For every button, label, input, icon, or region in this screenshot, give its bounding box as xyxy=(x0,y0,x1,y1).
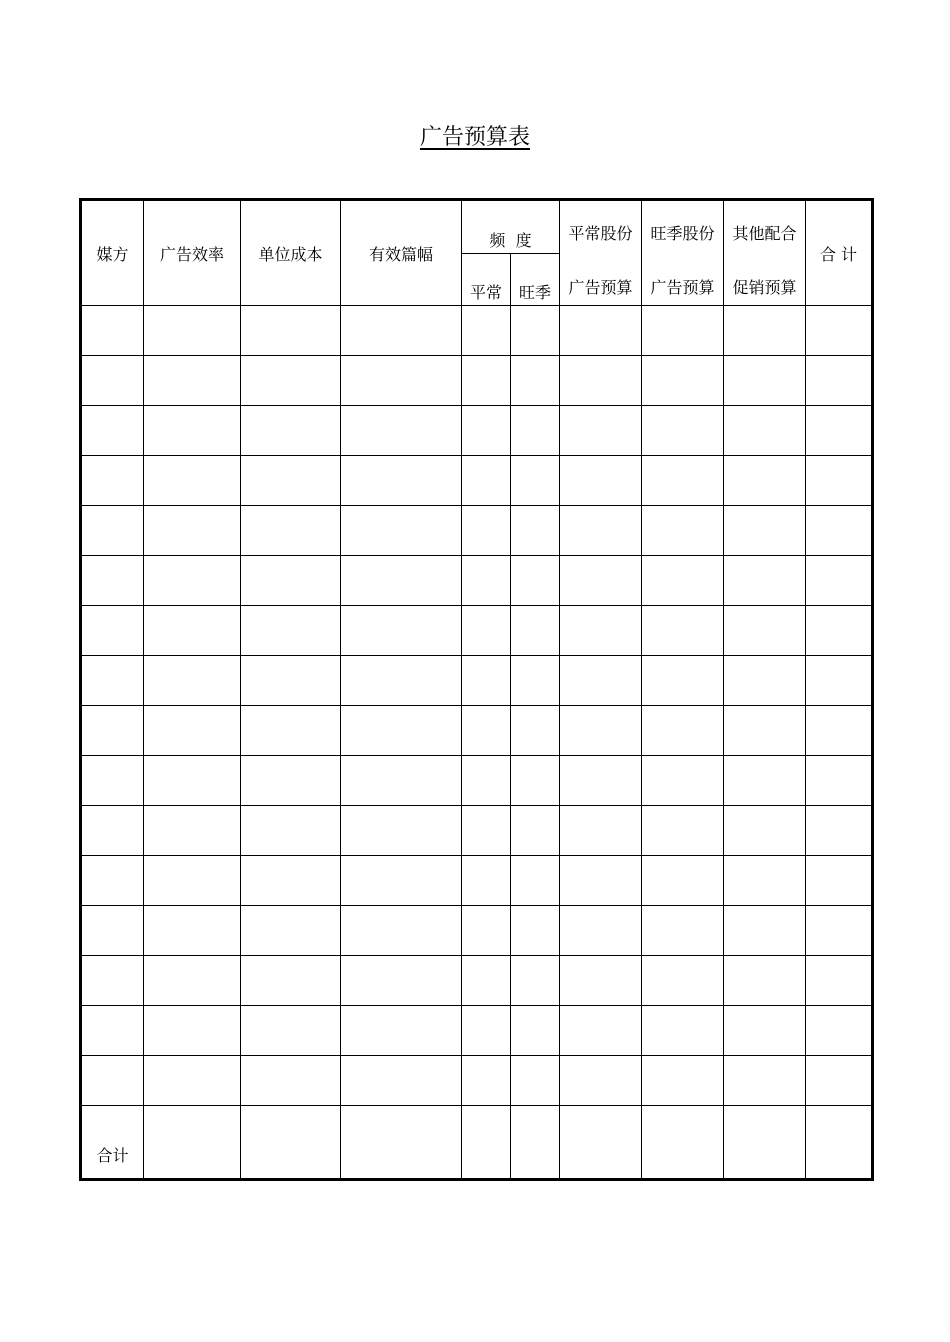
table-cell[interactable] xyxy=(511,1006,560,1056)
table-cell[interactable] xyxy=(81,456,144,506)
table-row xyxy=(81,806,873,856)
table-cell[interactable] xyxy=(806,856,873,906)
header-media: 媒方 xyxy=(81,200,144,306)
table-cell[interactable] xyxy=(462,406,511,456)
table-cell[interactable] xyxy=(806,756,873,806)
table-cell[interactable] xyxy=(341,1056,462,1106)
page-title-text: 广告预算表 xyxy=(419,125,530,150)
table-row xyxy=(81,506,873,556)
table-cell[interactable] xyxy=(560,506,642,556)
table-cell[interactable] xyxy=(642,506,724,556)
page-title xyxy=(0,123,950,153)
table-cell[interactable] xyxy=(144,1056,241,1106)
table-cell[interactable] xyxy=(642,1106,724,1180)
table-cell[interactable] xyxy=(642,406,724,456)
table-cell[interactable] xyxy=(806,356,873,406)
table-cell[interactable] xyxy=(724,556,806,606)
table-cell[interactable] xyxy=(341,556,462,606)
table-row xyxy=(81,356,873,406)
table-cell[interactable] xyxy=(144,756,241,806)
table-cell[interactable] xyxy=(462,606,511,656)
table-cell[interactable] xyxy=(241,1056,341,1106)
table-cell[interactable] xyxy=(560,1006,642,1056)
header-normal-share-line1: 平常股份 xyxy=(568,224,633,243)
header-frequency-normal: 平常 xyxy=(462,254,511,306)
table-cell[interactable] xyxy=(241,406,341,456)
table-row xyxy=(81,456,873,506)
table-cell[interactable] xyxy=(241,1106,341,1180)
total-row xyxy=(81,1106,873,1180)
table-cell[interactable] xyxy=(642,856,724,906)
header-peak-share-stack xyxy=(642,208,723,298)
table-row xyxy=(81,856,873,906)
table-cell[interactable] xyxy=(724,906,806,956)
table-cell[interactable] xyxy=(81,756,144,806)
table-cell[interactable] xyxy=(462,306,511,356)
table-cell[interactable] xyxy=(560,756,642,806)
table-cell[interactable] xyxy=(241,306,341,356)
table-cell[interactable] xyxy=(642,906,724,956)
table-cell[interactable] xyxy=(560,556,642,606)
table-cell[interactable] xyxy=(241,556,341,606)
table-cell[interactable] xyxy=(341,356,462,406)
table-cell[interactable] xyxy=(642,1056,724,1106)
table-row xyxy=(81,956,873,1006)
table-cell[interactable] xyxy=(144,406,241,456)
table-cell[interactable] xyxy=(462,506,511,556)
table-cell[interactable] xyxy=(341,1006,462,1056)
header-frequency-peak: 旺季 xyxy=(511,254,560,306)
table-cell[interactable] xyxy=(341,856,462,906)
table-cell[interactable] xyxy=(462,756,511,806)
table-cell[interactable] xyxy=(144,356,241,406)
table-cell[interactable] xyxy=(560,806,642,856)
table-cell[interactable] xyxy=(724,756,806,806)
table-cell[interactable] xyxy=(462,556,511,606)
table-cell[interactable] xyxy=(724,406,806,456)
table-cell[interactable] xyxy=(511,1106,560,1180)
table-cell[interactable] xyxy=(241,656,341,706)
table-cell[interactable] xyxy=(724,306,806,356)
table-cell[interactable] xyxy=(341,656,462,706)
header-peak-share-line1: 旺季股份 xyxy=(650,224,715,243)
header-other-promo-stack xyxy=(724,208,805,298)
table-cell[interactable] xyxy=(144,306,241,356)
table-cell[interactable] xyxy=(511,1056,560,1106)
table-cell[interactable] xyxy=(642,456,724,506)
table-cell[interactable] xyxy=(81,406,144,456)
table-cell[interactable] xyxy=(560,1106,642,1180)
table-cell[interactable] xyxy=(560,306,642,356)
table-cell[interactable] xyxy=(511,956,560,1006)
table-cell[interactable] xyxy=(241,806,341,856)
table-row xyxy=(81,1056,873,1106)
table-cell[interactable] xyxy=(806,906,873,956)
table-cell[interactable] xyxy=(642,806,724,856)
table-cell[interactable] xyxy=(806,706,873,756)
table-cell[interactable] xyxy=(81,806,144,856)
table-cell[interactable] xyxy=(560,356,642,406)
table-cell[interactable] xyxy=(144,806,241,856)
table-cell[interactable] xyxy=(241,1006,341,1056)
table-cell[interactable] xyxy=(724,656,806,706)
table-cell[interactable] xyxy=(81,1056,144,1106)
table-row xyxy=(81,1006,873,1056)
table-row xyxy=(81,656,873,706)
table-cell[interactable] xyxy=(511,706,560,756)
table-cell[interactable] xyxy=(642,356,724,406)
table-cell[interactable] xyxy=(81,856,144,906)
table-cell[interactable] xyxy=(81,656,144,706)
table-cell[interactable] xyxy=(511,606,560,656)
table-cell[interactable] xyxy=(81,706,144,756)
table-cell[interactable] xyxy=(511,806,560,856)
table-cell[interactable] xyxy=(144,906,241,956)
header-unit-cost: 单位成本 xyxy=(241,200,341,306)
table-cell[interactable] xyxy=(724,356,806,406)
header-peak-share-budget xyxy=(642,200,724,306)
table-cell[interactable] xyxy=(144,706,241,756)
table-cell[interactable] xyxy=(144,856,241,906)
table-cell[interactable] xyxy=(144,956,241,1006)
table-cell[interactable] xyxy=(241,506,341,556)
header-normal-share-line2: 广告预算 xyxy=(568,278,633,297)
table-cell[interactable] xyxy=(642,706,724,756)
table-cell[interactable] xyxy=(462,356,511,406)
table-row xyxy=(81,906,873,956)
table-cell[interactable] xyxy=(144,506,241,556)
table-cell[interactable] xyxy=(511,406,560,456)
table-cell[interactable] xyxy=(511,506,560,556)
table-cell[interactable] xyxy=(462,906,511,956)
table-cell[interactable] xyxy=(560,606,642,656)
table-cell[interactable] xyxy=(511,856,560,906)
table-cell[interactable] xyxy=(144,1106,241,1180)
table-cell[interactable] xyxy=(806,1056,873,1106)
table-cell[interactable] xyxy=(81,956,144,1006)
header-frequency-label: 频 度 xyxy=(489,231,532,250)
table-cell[interactable] xyxy=(241,356,341,406)
table-cell[interactable] xyxy=(241,956,341,1006)
header-normal-share-budget xyxy=(560,200,642,306)
header-effective-space: 有效篇幅 xyxy=(341,200,462,306)
table-cell[interactable] xyxy=(144,1006,241,1056)
table-cell[interactable] xyxy=(806,956,873,1006)
table-cell[interactable] xyxy=(511,906,560,956)
table-cell[interactable] xyxy=(724,1106,806,1180)
table-cell[interactable] xyxy=(81,506,144,556)
table-cell[interactable] xyxy=(724,1056,806,1106)
table-cell[interactable] xyxy=(241,456,341,506)
header-normal-share-stack xyxy=(560,208,641,298)
table-cell[interactable] xyxy=(642,756,724,806)
table-cell[interactable] xyxy=(724,856,806,906)
table-cell[interactable] xyxy=(241,856,341,906)
table-cell[interactable] xyxy=(462,1056,511,1106)
table-cell[interactable] xyxy=(511,656,560,706)
table-cell[interactable] xyxy=(724,806,806,856)
table-row xyxy=(81,606,873,656)
table-cell[interactable] xyxy=(241,906,341,956)
table-row xyxy=(81,556,873,606)
table-cell[interactable] xyxy=(724,506,806,556)
table-cell[interactable] xyxy=(642,606,724,656)
table-cell[interactable] xyxy=(462,706,511,756)
table-row xyxy=(81,406,873,456)
table-cell[interactable] xyxy=(806,606,873,656)
table-cell[interactable] xyxy=(806,506,873,556)
table-cell[interactable] xyxy=(341,906,462,956)
table-cell[interactable] xyxy=(806,1006,873,1056)
table-cell[interactable] xyxy=(560,706,642,756)
table-row xyxy=(81,706,873,756)
table-cell[interactable] xyxy=(462,1106,511,1180)
table-cell[interactable] xyxy=(806,656,873,706)
header-other-promo-line1: 其他配合 xyxy=(732,224,797,243)
table-cell[interactable] xyxy=(144,606,241,656)
table-cell[interactable] xyxy=(560,456,642,506)
table-cell[interactable] xyxy=(806,806,873,856)
table-cell[interactable] xyxy=(511,456,560,506)
table-cell[interactable] xyxy=(511,756,560,806)
table-cell[interactable] xyxy=(560,956,642,1006)
table-row xyxy=(81,756,873,806)
table-cell[interactable] xyxy=(511,556,560,606)
table-cell[interactable] xyxy=(341,306,462,356)
table-cell[interactable] xyxy=(724,956,806,1006)
table-cell[interactable] xyxy=(81,306,144,356)
table-cell[interactable] xyxy=(724,456,806,506)
table-cell[interactable] xyxy=(462,856,511,906)
header-efficiency: 广告效率 xyxy=(144,200,241,306)
table-cell[interactable] xyxy=(806,1106,873,1180)
table-cell[interactable] xyxy=(642,956,724,1006)
header-other-promo-budget xyxy=(724,200,806,306)
table-cell[interactable] xyxy=(560,656,642,706)
table-cell[interactable] xyxy=(341,956,462,1006)
table-cell[interactable] xyxy=(511,356,560,406)
table-cell[interactable] xyxy=(341,506,462,556)
table-cell[interactable] xyxy=(560,406,642,456)
table-cell[interactable] xyxy=(341,606,462,656)
table-cell[interactable] xyxy=(341,706,462,756)
header-sum: 合 计 xyxy=(806,200,873,306)
table-cell[interactable] xyxy=(724,1006,806,1056)
table-cell[interactable] xyxy=(241,706,341,756)
table-cell[interactable] xyxy=(341,1106,462,1180)
table-cell[interactable] xyxy=(642,306,724,356)
table-cell[interactable] xyxy=(144,556,241,606)
table-cell[interactable] xyxy=(341,406,462,456)
table-cell[interactable] xyxy=(806,456,873,506)
budget-table xyxy=(79,198,874,1181)
table-cell[interactable] xyxy=(241,606,341,656)
table-cell[interactable] xyxy=(724,606,806,656)
table-cell[interactable] xyxy=(241,756,341,806)
table-cell[interactable] xyxy=(341,756,462,806)
table-cell[interactable] xyxy=(341,456,462,506)
header-frequency xyxy=(462,200,560,254)
table-cell[interactable] xyxy=(462,1006,511,1056)
header-peak-share-line2: 广告预算 xyxy=(650,278,715,297)
table-cell[interactable] xyxy=(81,356,144,406)
table-cell[interactable] xyxy=(144,656,241,706)
table-cell[interactable] xyxy=(642,556,724,606)
table-cell[interactable] xyxy=(642,656,724,706)
table-cell[interactable] xyxy=(144,456,241,506)
total-label: 合计 xyxy=(81,1106,144,1180)
table-cell[interactable] xyxy=(511,306,560,356)
table-cell[interactable] xyxy=(462,456,511,506)
table-cell[interactable] xyxy=(81,1006,144,1056)
table-cell[interactable] xyxy=(560,906,642,956)
header-other-promo-line2: 促销预算 xyxy=(732,278,797,297)
table-row xyxy=(81,306,873,356)
table-cell[interactable] xyxy=(462,656,511,706)
table-cell[interactable] xyxy=(81,906,144,956)
table-cell[interactable] xyxy=(81,606,144,656)
table-cell[interactable] xyxy=(462,956,511,1006)
table-cell[interactable] xyxy=(341,806,462,856)
table-cell[interactable] xyxy=(462,806,511,856)
table-cell[interactable] xyxy=(642,1006,724,1056)
table-cell[interactable] xyxy=(806,556,873,606)
table-cell[interactable] xyxy=(806,306,873,356)
table-cell[interactable] xyxy=(560,856,642,906)
table-cell[interactable] xyxy=(724,706,806,756)
table-cell[interactable] xyxy=(806,406,873,456)
table-cell[interactable] xyxy=(560,1056,642,1106)
header-row-top xyxy=(81,200,873,254)
table-cell[interactable] xyxy=(81,556,144,606)
